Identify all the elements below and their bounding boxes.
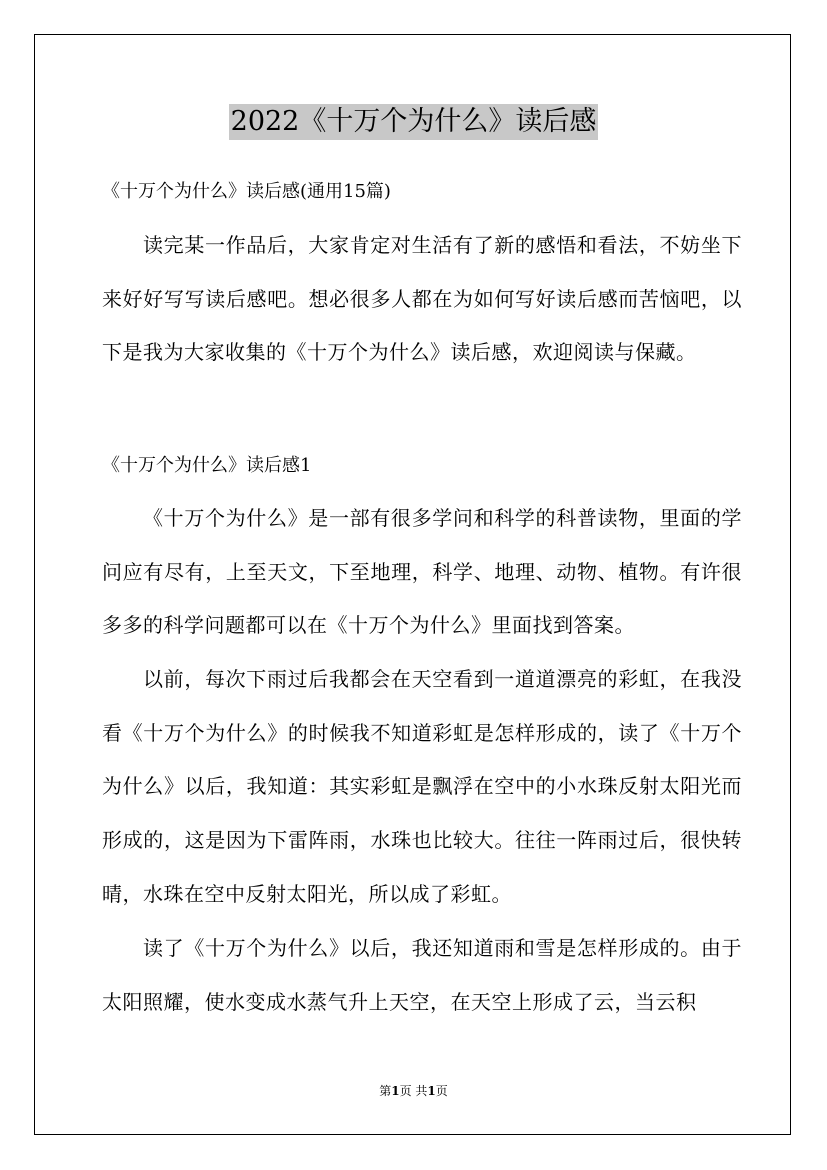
document-title: 2022《十万个为什么》读后感 — [229, 104, 599, 140]
document-subtitle: 《十万个为什么》读后感(通用15篇) — [102, 181, 391, 202]
section-heading: 《十万个为什么》读后感1 — [102, 455, 312, 476]
body-paragraph-3: 读了《十万个为什么》以后，我还知道雨和雪是怎样形成的。由于太阳照耀，使水变成水蒸气升上天空，在天空上形成了云，当云积 — [102, 936, 742, 1014]
body-paragraph-1: 《十万个为什么》是一部有很多学问和科学的科普读物，里面的学问应有尽有，上至天文，下至地理，科学、地理、动物、植物。有许很多多的科学问题都可以在《十万个为什么》里面找到答案。 — [102, 506, 742, 638]
title-container — [0, 104, 827, 140]
page-footer — [0, 1083, 827, 1099]
body-paragraph-2: 以前，每次下雨过后我都会在天空看到一道道漂亮的彩虹，在我没看《十万个为什么》的时候我不知道彩虹是怎样形成的，读了《十万个为什么》以后，我知道：其实彩虹是飘浮在空中的小水珠反射太阳光而形成的，这是因为下雷阵雨，水珠也比较大。往往一阵雨过后，很快转晴，水珠在空中反射太阳光，所以成了彩虹。 — [102, 667, 742, 906]
footer-prefix: 第 — [379, 1084, 392, 1098]
footer-current-page: 1 — [391, 1084, 400, 1098]
footer-suffix: 页 — [435, 1084, 448, 1098]
footer-mid: 页 共 — [399, 1084, 428, 1098]
intro-paragraph: 读完某一作品后，大家肯定对生活有了新的感悟和看法，不妨坐下来好好写写读后感吧。想必很多人都在为如何写好读后感而苦恼吧，以下是我为大家收集的《十万个为什么》读后感，欢迎阅读与保藏。 — [102, 233, 742, 365]
footer-total-pages: 1 — [427, 1084, 436, 1098]
